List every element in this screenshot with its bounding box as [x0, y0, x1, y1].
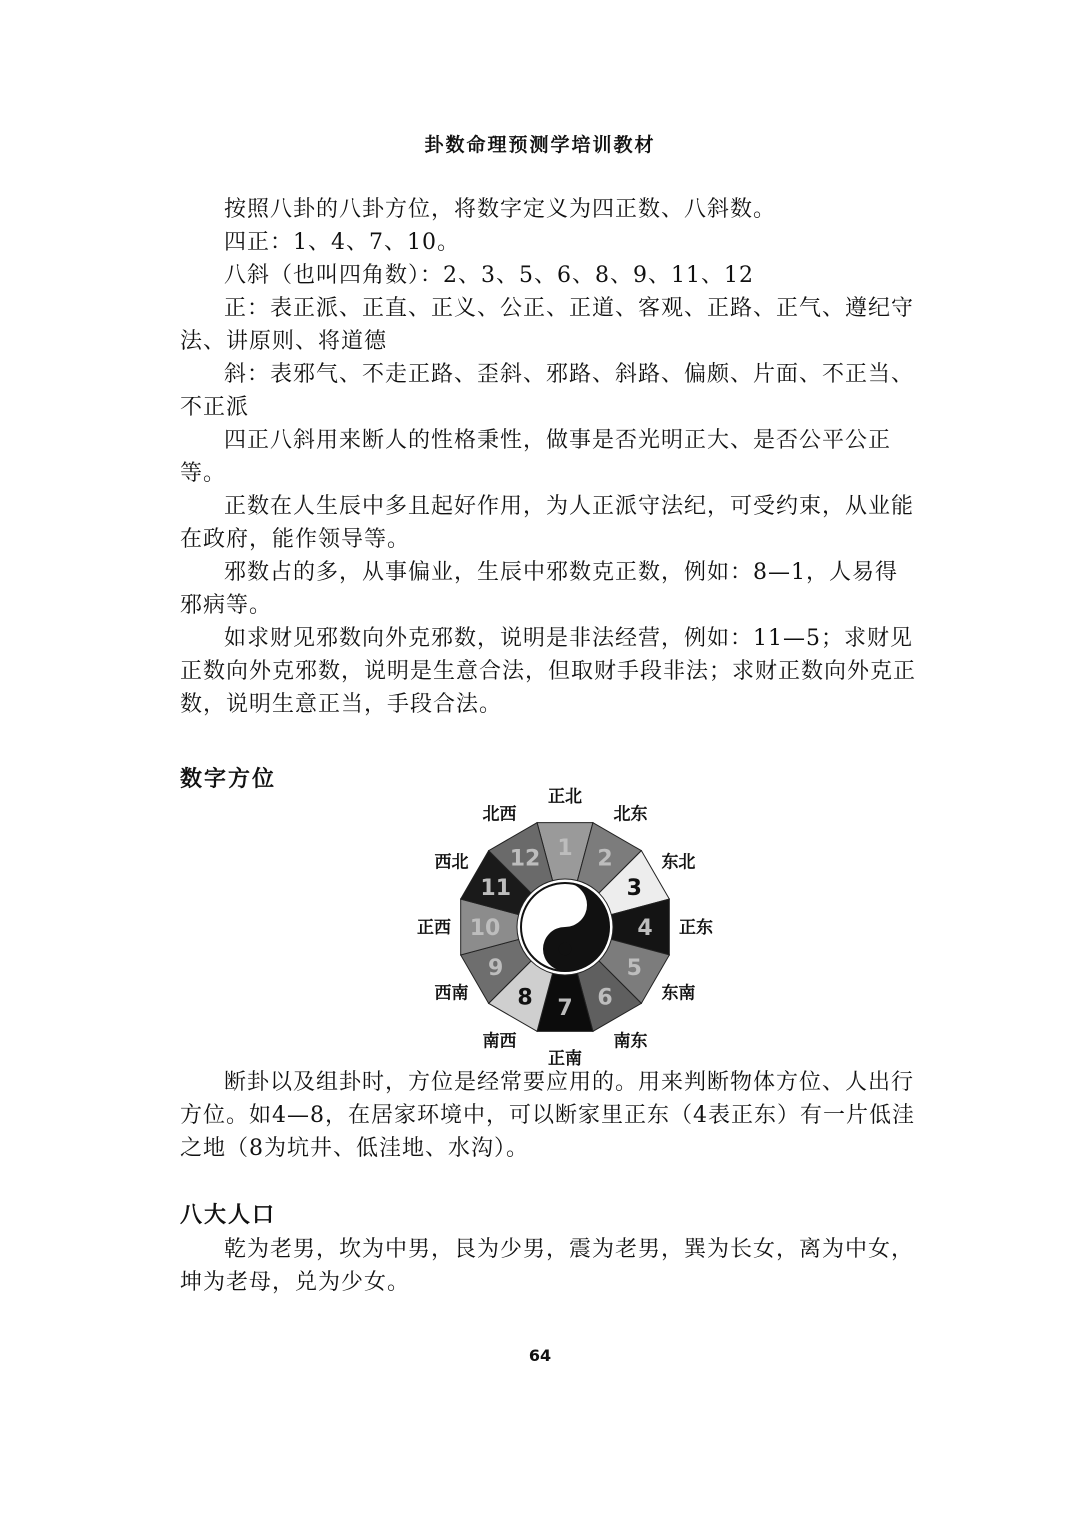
family-text — [180, 1233, 920, 1299]
paragraph: 四正八斜用来断人的性格秉性，做事是否光明正大、是否公平公正等。 — [180, 428, 892, 486]
direction-label: 东南 — [661, 983, 696, 1004]
paragraph: 正数在人生辰中多且起好作用，为人正派守法纪，可受约束，从业能在政府，能作领导等。 — [180, 494, 915, 552]
sector-number: 4 — [637, 916, 653, 941]
direction-diagram-svg — [405, 787, 725, 1069]
paragraph: 如求财见邪数向外克邪数，说明是非法经营，例如：11—5；求财见正数向外克邪数，说明是生意合法，但取财手段非法；求财正数向外克正数，说明生意正当，手段合法。 — [180, 626, 917, 717]
page-number: 64 — [528, 1346, 552, 1365]
direction-label: 正北 — [548, 787, 582, 807]
paragraph: 斜：表邪气、不走正路、歪斜、邪路、斜路、偏颇、片面、不正当、不正派 — [180, 362, 915, 420]
direction-label: 北西 — [482, 804, 517, 825]
sector-number: 8 — [517, 985, 533, 1011]
paragraph: 四正：1、4、7、10。 — [224, 230, 460, 255]
direction-label: 正东 — [679, 918, 713, 938]
sector-number: 6 — [597, 985, 613, 1011]
direction-label: 北东 — [613, 804, 648, 825]
section-heading-direction: 数字方位 — [180, 766, 277, 792]
sector-number: 10 — [469, 916, 501, 941]
sector-number: 9 — [488, 956, 504, 981]
section-heading-family: 八大人口 — [180, 1202, 277, 1228]
sector-number: 5 — [626, 956, 642, 981]
direction-label: 南西 — [482, 1031, 517, 1052]
sector-number: 1 — [557, 836, 573, 861]
sector-number: 12 — [509, 846, 541, 872]
paragraph: 邪数占的多，从事偏业，生辰中邪数克正数，例如：8—1，人易得邪病等。 — [180, 560, 898, 618]
direction-label: 正西 — [417, 918, 451, 938]
paragraph: 乾为老男，坎为中男，艮为少男，震为老男，巽为长女，离为中女，坤为老母，兑为少女。 — [180, 1237, 915, 1295]
direction-label: 正南 — [548, 1049, 582, 1069]
paragraph: 正：表正派、正直、正义、公正、正道、客观、正路、正气、遵纪守法、讲原则、将道德 — [180, 296, 915, 354]
direction-text — [180, 1066, 920, 1165]
running-header: 卦数命理预测学培训教材 — [424, 134, 656, 156]
sector-number: 7 — [557, 996, 573, 1021]
paragraph: 断卦以及组卦时，方位是经常要应用的。用来判断物体方位、人出行方位。如4—8，在居家环境中，可以断家里正东（4表正东）有一片低洼之地（8为坑井、低洼地、水沟）。 — [180, 1070, 915, 1161]
yin-yang-icon — [521, 883, 609, 971]
paragraph: 按照八卦的八卦方位，将数字定义为四正数、八斜数。 — [224, 197, 777, 222]
sector-number: 2 — [597, 846, 613, 872]
paragraph: 八斜（也叫四角数）：2、3、5、6、8、9、11、12 — [224, 263, 754, 288]
sector-number: 3 — [626, 876, 642, 901]
direction-label: 西北 — [434, 852, 469, 873]
number-direction-diagram — [405, 787, 725, 1069]
direction-label: 西南 — [434, 983, 469, 1004]
intro-text — [180, 193, 920, 721]
sector-number: 11 — [480, 876, 512, 901]
direction-label: 南东 — [613, 1031, 648, 1052]
direction-label: 东北 — [661, 852, 696, 873]
